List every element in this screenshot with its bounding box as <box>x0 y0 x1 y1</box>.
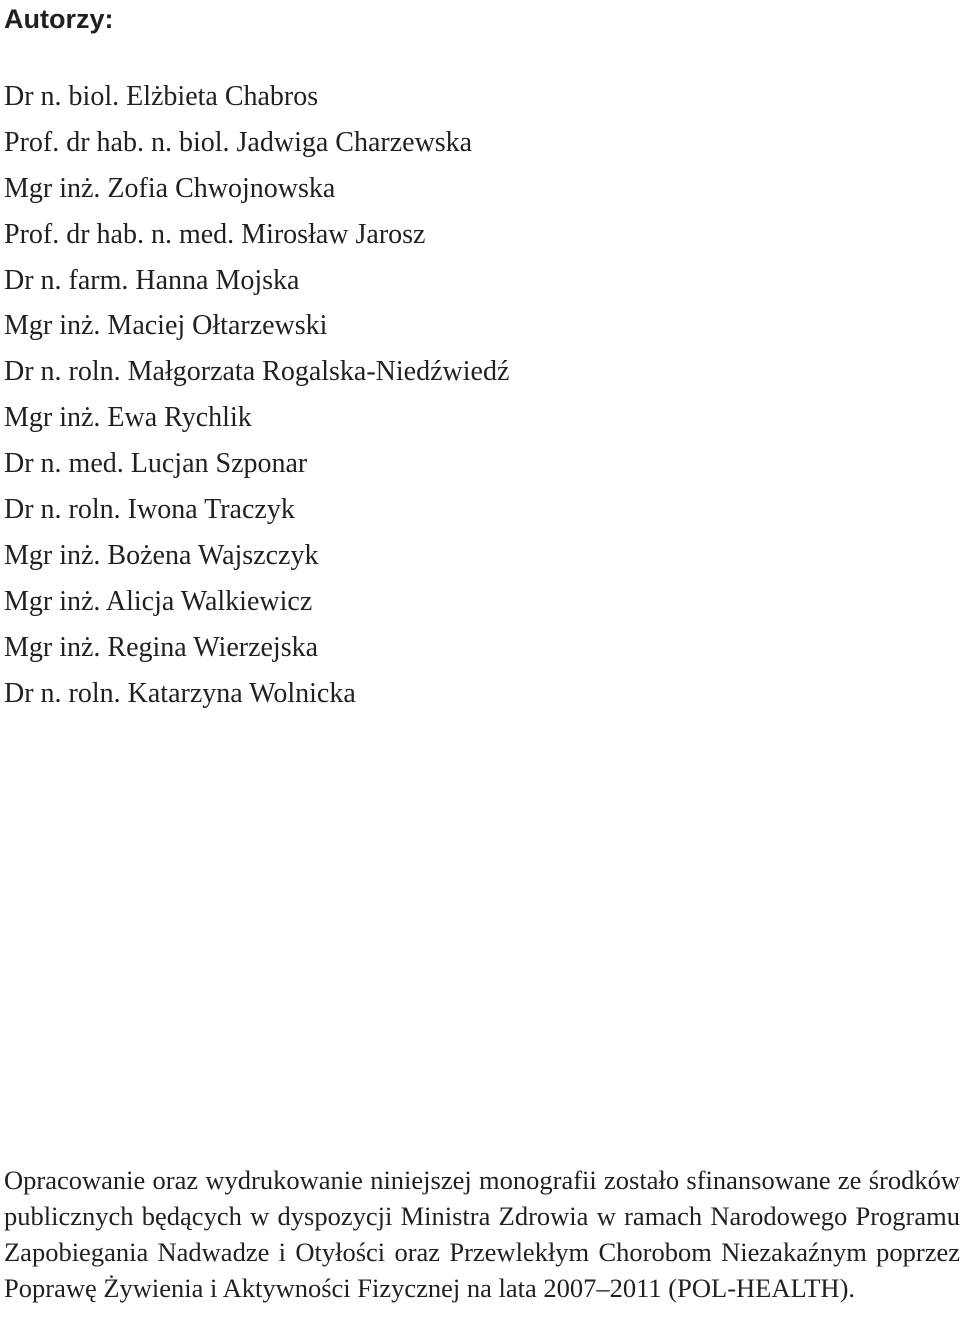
author-item: Dr n. farm. Hanna Mojska <box>4 264 300 296</box>
author-item: Mgr inż. Maciej Ołtarzewski <box>4 310 328 342</box>
author-item: Dr n. roln. Katarzyna Wolnicka <box>4 677 356 709</box>
author-item: Mgr inż. Bożena Wajszczyk <box>4 539 319 571</box>
author-item: Dr n. roln. Iwona Traczyk <box>4 494 295 526</box>
author-item: Prof. dr hab. n. med. Mirosław Jarosz <box>4 218 426 250</box>
author-item: Mgr inż. Alicja Walkiewicz <box>4 585 313 617</box>
author-item: Dr n. biol. Elżbieta Chabros <box>4 81 319 112</box>
author-item: Mgr inż. Regina Wierzejska <box>4 631 319 663</box>
authors-heading: Autorzy: <box>4 4 114 34</box>
author-item: Mgr inż. Ewa Rychlik <box>4 402 252 434</box>
author-item: Prof. dr hab. n. biol. Jadwiga Charzewska <box>4 126 473 158</box>
authors-list <box>4 74 509 716</box>
funding-note: Opracowanie oraz wydrukowanie niniejszej monografii zostało sfinansowane ze środków publicznych będących w dyspozycji Ministra Zdrowia w ramach Narodowego Programu Zapobiegania Nadwadze i Otyłości oraz Przewlekłym Chorobom Niezakaźnym poprzez Poprawę Żywienia i Aktywności Fizycznej na lata 2007–2011 (POL-HEALTH). <box>4 1165 960 1303</box>
author-item: Dr n. roln. Małgorzata Rogalska-Niedźwiedź <box>4 356 510 388</box>
author-item: Mgr inż. Zofia Chwojnowska <box>4 172 336 204</box>
author-item: Dr n. med. Lucjan Szponar <box>4 448 308 480</box>
